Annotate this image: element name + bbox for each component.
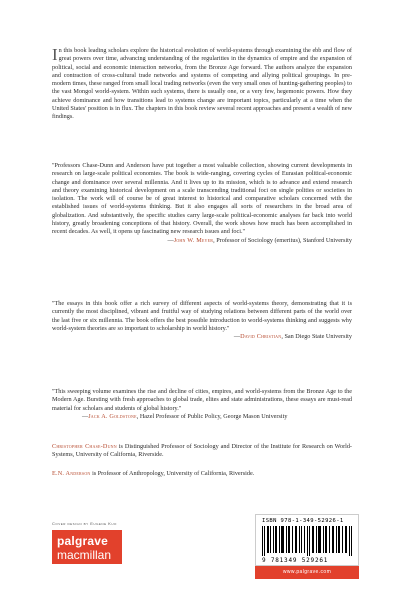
endorser-name: Jack A. Goldstone [88, 412, 137, 420]
author-bio-text: is Professor of Anthropology, University of California, Riverside. [90, 470, 255, 477]
publisher-name-line2: macmillan [57, 548, 112, 562]
endorser-affiliation: , San Diego State University [281, 333, 352, 341]
intro-paragraph [52, 47, 352, 122]
endorsement-attribution [52, 413, 352, 421]
cover-design-credit: Cover design by Eugene Kuo [52, 521, 117, 526]
endorsement-text: "Professors Chase-Dunn and Anderson have put together a most valuable collection, showing current developments in research on large-scale political economies. The book is wide-ranging, covering cycles of Eurasian political-economic change and dominance over several millennia. And it lives up to its mission, which is to advance and extend research and theory examining historical development on a scale transcending traditional foci on single polities or societies in isolation. The work will of course be of great interest to historical and comparative scholars concerned with the established issues of world-systems thinking. But it also engages all sorts of researchers in the broad area of globalization. And substantively, the specific studies carry large-scale political-economic analyses far back into world history, greatly broadening conceptions of that history. Overall, the work shows how much has been accomplished in recent decades. As well, it opens up fascinating new research issues and foci." [52, 162, 352, 236]
attribution-dash: — [167, 236, 174, 244]
endorser-affiliation: , Professor of Sociology (emeritus), Stanford University [213, 236, 352, 244]
endorsement-meyer [52, 162, 352, 245]
author-bio-chase-dunn [52, 443, 352, 460]
endorsement-attribution [52, 237, 352, 245]
endorsement-christian [52, 300, 352, 341]
endorser-name: John W. Meyer [173, 236, 214, 244]
barcode [255, 514, 359, 566]
endorsement-goldstone [52, 388, 352, 421]
author-name: Christopher Chase-Dunn [52, 443, 117, 450]
endorsement-attribution [52, 333, 352, 341]
intro-text: n this book leading scholars explore the historical evolution of world-systems through examining the ebb and flow of great powers over time, advancing understanding of the regularities in the dynamics of empire and the expansion of political, social and economic interaction networks, from the Bronze Age forward. The authors analyze the expansion and contraction of cross-cultural trade networks and systems of competing and allying political groupings. In pre-modern times, these ranged from small local trading networks (even the very small ones of hunting-gathering peoples) to the vast Mongol world-system. Within such systems, there is usually one, or a very few, hegemonic powers. How they achieve dominance and how transitions lead to systems change are important topics, particularly at a time when the United States' position is in flux. The chapters in this book review several recent approaches and present a wealth of new findings. [52, 47, 352, 121]
barcode-bars-icon [262, 526, 354, 556]
author-bio-text: is Distinguished Professor of Sociology and Director of the Institute for Research on World-Systems, University of California, Riverside. [52, 443, 352, 459]
attribution-dash: — [82, 412, 89, 420]
barcode-digits: 9 781349 529261 [262, 557, 329, 564]
drop-cap: I [52, 45, 58, 64]
endorsement-text: "This sweeping volume examines the rise and decline of cities, empires, and world-systems from the Bronze Age to the Modern Age. Bursting with fresh approaches to global trade, elites and state administrations, these essays are must-read material for scholars and students of global history." [52, 388, 352, 412]
publisher-logo [52, 530, 122, 564]
author-name: E.N. Anderson [52, 470, 91, 477]
author-bio-anderson [52, 470, 352, 478]
publisher-website: www.palgrave.com [255, 566, 359, 579]
endorser-affiliation: , Hazel Professor of Public Policy, George Mason University [136, 412, 288, 420]
endorsement-text: "The essays in this book offer a rich survey of different aspects of world-systems theory, demonstrating that it is currently the most disciplined, vibrant and fruitful way of studying relations between different parts of the world over the last five or six millennia. The book offers the best possible introduction to world-systems thinking and suggests why world-system theories are so important to scholarship in world history." [52, 300, 352, 332]
endorser-name: David Christian [240, 333, 282, 341]
isbn-label: ISBN 978-1-349-52926-1 [262, 518, 344, 524]
publisher-name-line1: palgrave [57, 534, 108, 548]
attribution-dash: — [233, 333, 241, 341]
